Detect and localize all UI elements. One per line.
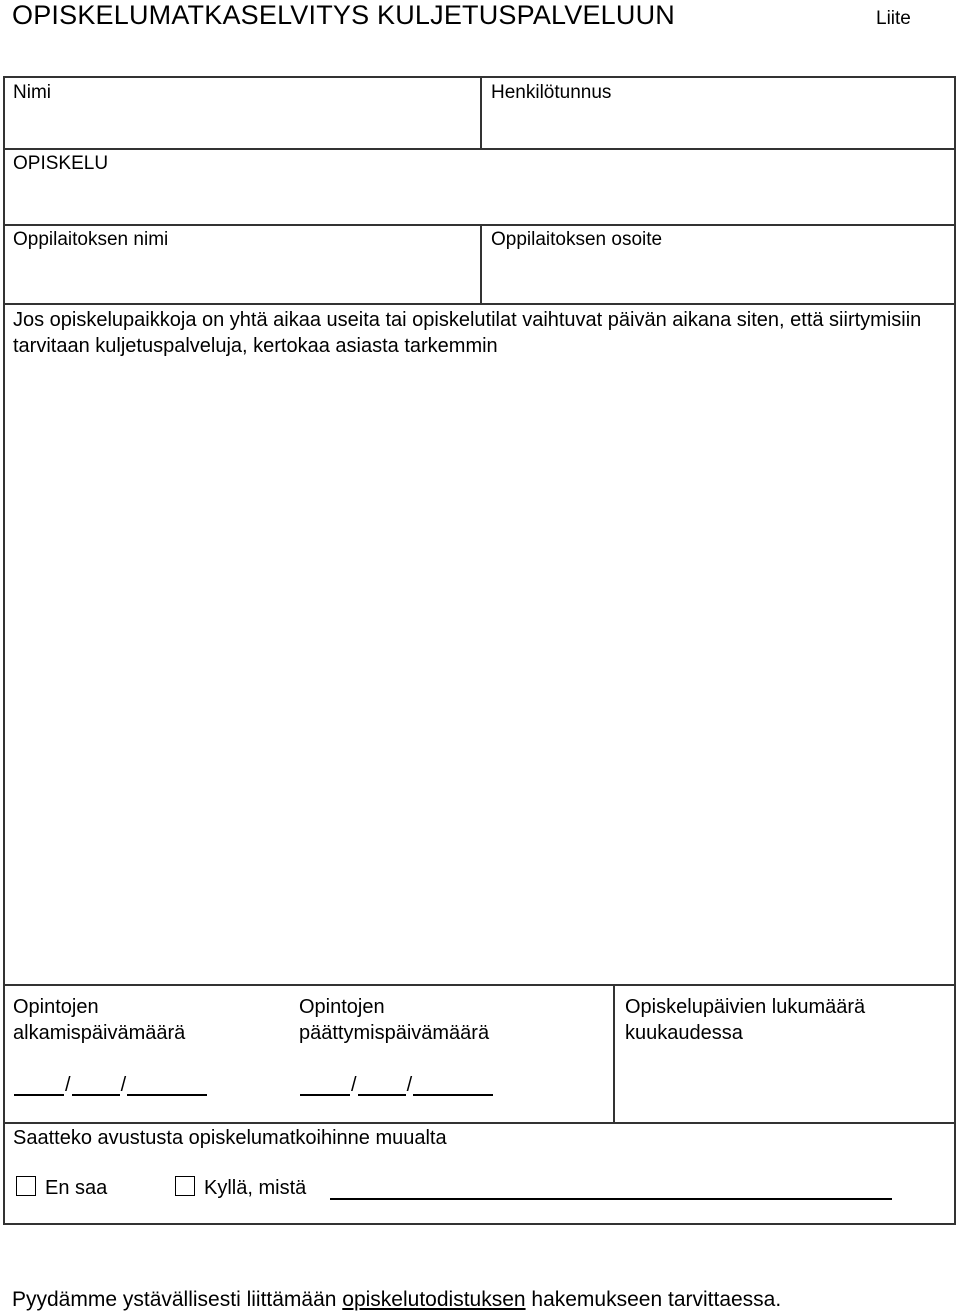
certificate-link: opiskelutodistuksen	[342, 1288, 526, 1311]
end-date-label: Opintojen päättymispäivämäärä	[299, 996, 490, 1044]
divider	[480, 224, 482, 303]
multiple-locations-instruction: Jos opiskelupaikkoja on yhtä aikaa useita tai opiskelutilat vaihtuvat päivän aikana siten, että siirtymisiin tarvitaan kuljetuspalveluja, kertokaa asiasta tarkemmin	[13, 309, 922, 357]
form-box	[3, 76, 956, 1225]
form-title: OPISKELUMATKASELVITYS KULJETUSPALVELUUN	[12, 0, 675, 30]
date-separator: /	[406, 1074, 413, 1096]
divider	[5, 984, 954, 986]
assistance-question: Saatteko avustusta opiskelumatkoihinne muualta	[13, 1127, 447, 1149]
footer-text: Pyydämme ystävällisesti liittämään	[12, 1288, 343, 1311]
ssn-label: Henkilötunnus	[491, 82, 612, 103]
divider	[480, 78, 482, 148]
yes-assistance-label: Kyllä, mistä	[204, 1177, 307, 1199]
school-name-label: Oppilaitoksen nimi	[13, 229, 169, 250]
footer-text-end: hakemukseen tarvittaessa.	[525, 1288, 782, 1311]
divider	[5, 303, 954, 305]
no-assistance-label: En saa	[45, 1177, 108, 1199]
divider	[613, 984, 615, 1122]
footer-note	[12, 1288, 781, 1312]
date-separator: /	[65, 1074, 71, 1096]
end-date-field[interactable]	[300, 1073, 493, 1097]
assistance-source-field[interactable]	[330, 1198, 892, 1200]
name-label: Nimi	[13, 82, 51, 103]
yes-assistance-checkbox[interactable]	[175, 1176, 195, 1196]
no-assistance-checkbox[interactable]	[16, 1176, 36, 1196]
start-date-label: Opintojen alkamispäivämäärä	[13, 996, 186, 1044]
divider	[5, 1122, 954, 1124]
attachment-label: Liite	[876, 8, 911, 29]
study-section-label: OPISKELU	[13, 153, 109, 174]
divider	[5, 148, 954, 150]
study-days-label: Opiskelupäivien lukumäärä kuukaudessa	[625, 996, 866, 1044]
school-address-label: Oppilaitoksen osoite	[491, 229, 663, 250]
start-date-field[interactable]	[14, 1073, 207, 1097]
date-separator: /	[351, 1074, 357, 1096]
date-separator: /	[120, 1074, 127, 1096]
